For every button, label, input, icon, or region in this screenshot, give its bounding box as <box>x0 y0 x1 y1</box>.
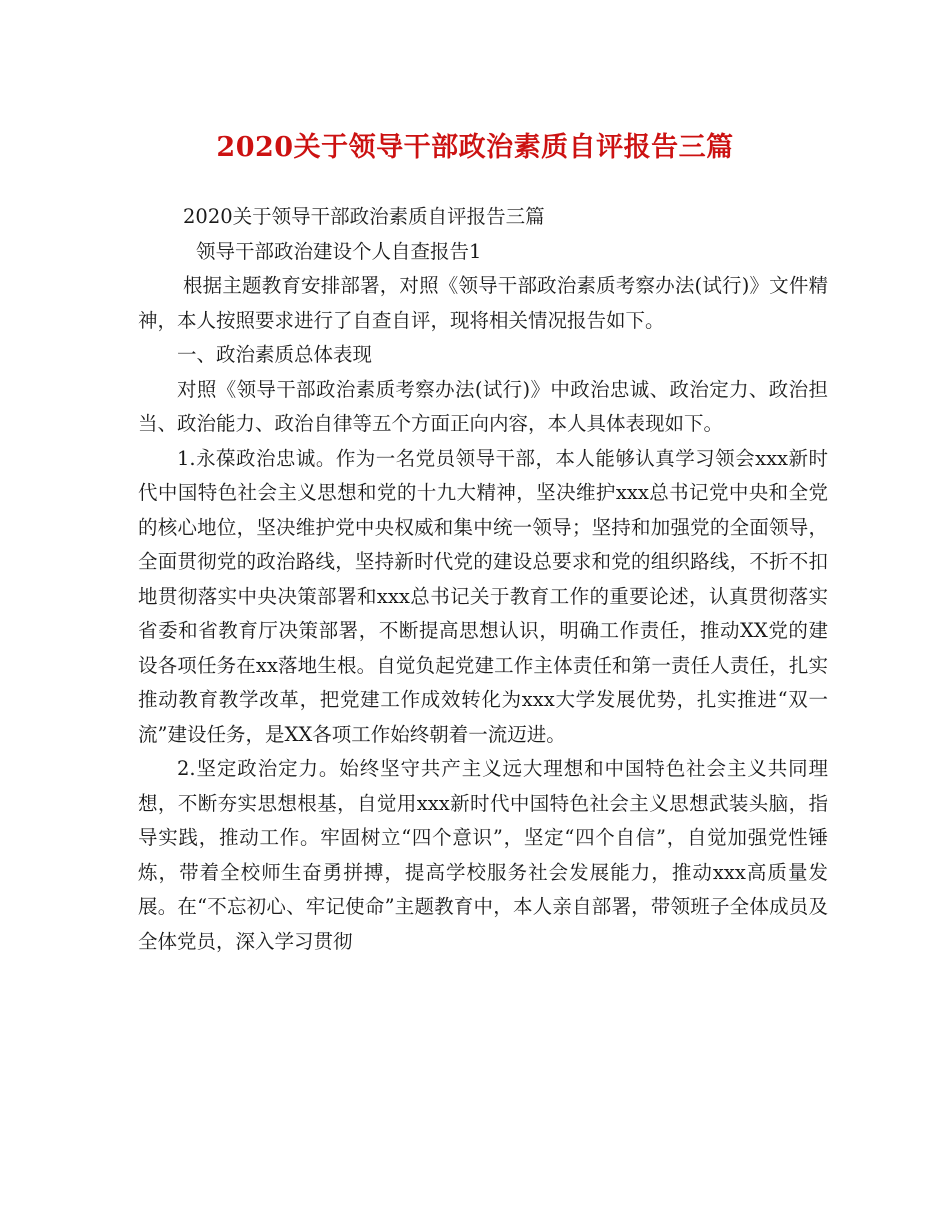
paragraph-subtitle: 2020关于领导干部政治素质自评报告三篇 <box>183 205 545 228</box>
paragraph-point-1: 1.永葆政治忠诚。作为一名党员领导干部，本人能够认真学习领会xxx新时代中国特色社会主义思想和党的十九大精神，坚决维护xxx总书记党中央和全党的核心地位，坚决维护党中央权威和集中统一领导；坚持和加强党的全面领导，全面贯彻党的政治路线，坚持新时代党的建设总要求和党的组织路线，不折不扣地贯彻落实中央决策部署和xxx总书记关于教育工作的重要论述，认真贯彻落实省委和省教育厅决策部署，不断提高思想认识，明确工作责任，推动XX党的建设各项任务在xx落地生根。自觉负起党建工作主体责任和第一责任人责任，扎实推动教育教学改革，把党建工作成效转化为xxx大学发展优势，扎实推进“双一流”建设任务，是XX各项工作始终朝着一流迈进。 <box>138 446 828 746</box>
paragraph-overview: 对照《领导干部政治素质考察办法(试行)》中政治忠诚、政治定力、政治担当、政治能力、政治自律等五个方面正向内容，本人具体表现如下。 <box>138 377 828 435</box>
document-body <box>138 200 828 959</box>
paragraph-section-heading: 领导干部政治建设个人自查报告1 <box>196 239 482 263</box>
paragraph-heading-1: 一、政治素质总体表现 <box>177 343 373 366</box>
paragraph-intro: 根据主题教育安排部署，对照《领导干部政治素质考察办法(试行)》文件精神，本人按照要求进行了自查自评，现将相关情况报告如下。 <box>138 274 828 332</box>
document-title: 2020关于领导干部政治素质自评报告三篇 <box>216 132 734 163</box>
paragraph-point-2: 2.坚定政治定力。始终坚守共产主义远大理想和中国特色社会主义共同理想，不断夯实思想根基，自觉用xxx新时代中国特色社会主义思想武装头脑，指导实践，推动工作。牢固树立“四个意识”，坚定“四个自信”，自觉加强党性锤炼，带着全校师生奋勇拼搏，提高学校服务社会发展能力，推动xxx高质量发展。在“不忘初心、牢记使命”主题教育中，本人亲自部署，带领班子全体成员及全体党员，深入学习贯彻 <box>138 757 828 953</box>
